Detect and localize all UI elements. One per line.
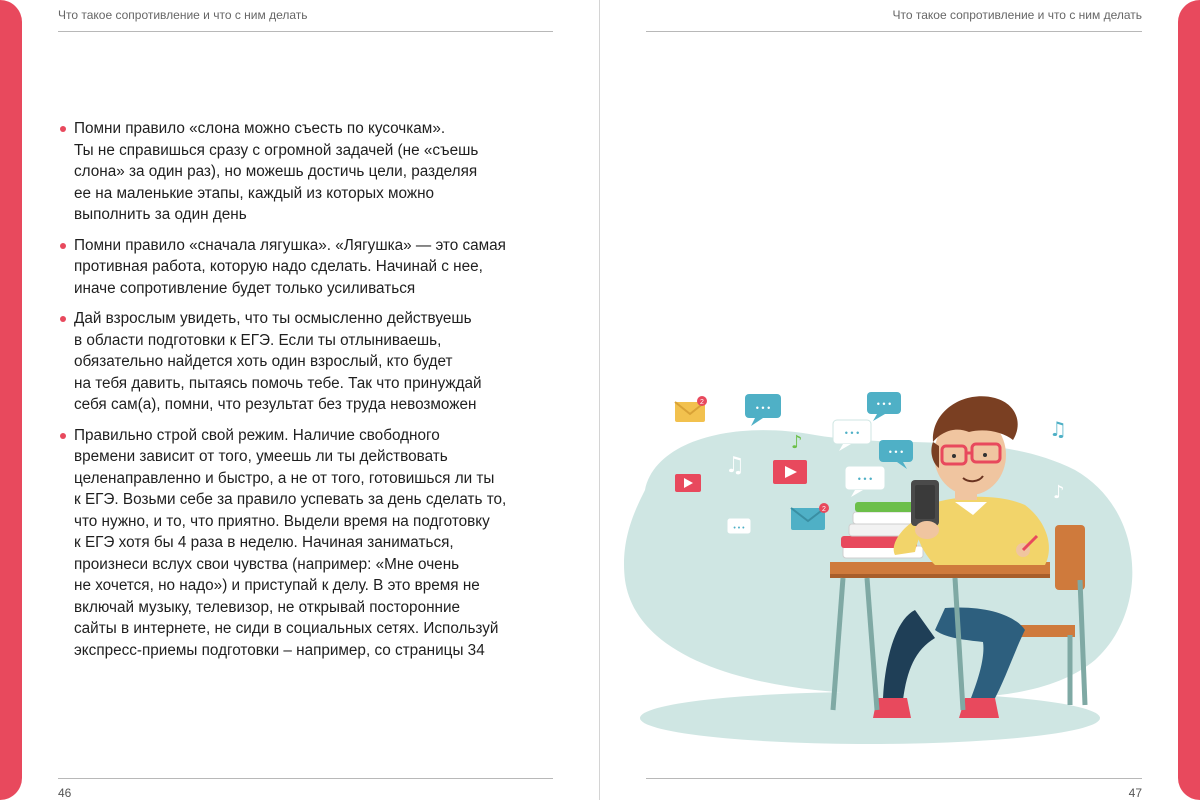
bullet-line: Помни правило «сначала лягушка». «Лягушка» — это самая [74,236,506,254]
bullet-line: к ЕГЭ хотя бы 4 раза в неделю. Начиная заниматься, [74,534,454,551]
bullet-line: противная работа, которую надо сделать. Начинай с нее, [74,258,483,275]
chat-dots: • • • [844,428,860,438]
right-page-tab [1178,0,1200,800]
music-note-icon [791,432,803,453]
bullet-item-4 [60,425,560,662]
chat-bubble-icon [745,394,781,426]
music-note-icon [1053,482,1065,503]
music-note-icon [725,453,745,478]
bullet-line: Помни правило «слона можно съесть по кусочкам». [74,120,446,137]
chat-dots: • • • [755,403,771,413]
bullet-line: на тебя давить, пытаясь помочь тебе. Так что принуждай [74,374,482,392]
bullet-line: Ты не справишься сразу с огромной задачей (не «съешь [74,141,479,159]
bullet-dot [60,316,66,322]
phone-icon [911,480,939,539]
bullet-line: сайты в интернете, не сиди в социальных сетях. Используй [74,620,499,637]
left-running-header: Что такое сопротивление и что с ним делать [58,8,308,22]
left-header-rule [58,31,553,32]
chat-dots: • • • [888,447,904,457]
chat-dots: • • • [857,474,873,484]
bullet-line: включай музыку, телевизор, не открывай посторонние [74,598,461,616]
bullet-item-3 [60,308,560,416]
video-icon [773,460,807,484]
chat-dots: • • • [876,399,892,409]
bullet-line: экспресс-приемы подготовки – например, со страницы 34 [74,641,485,659]
bullet-line: времени зависит от того, умеешь ли ты действовать [74,448,448,465]
bullet-line: иначе сопротивление будет только усиливаться [74,279,416,297]
video-icon [675,474,701,492]
bullet-line: к ЕГЭ. Возьми себе за правило успевать за день сделать то, [74,491,507,508]
bullet-dot [60,433,66,439]
student-illustration [615,380,1140,750]
svg-text:♪: ♪ [1053,482,1065,503]
floor-shadow [640,692,1100,744]
bullet-line: не хочется, но надо») и приступай к делу. В это время не [74,577,480,594]
bullet-line: произнеси вслух свои чувства (например: «Мне очень [74,555,460,573]
bullet-line: что нужно, и то, что приятно. Выдели время на подготовку [74,512,490,530]
bullet-line: Дай взрослым увидеть, что ты осмысленно действуешь [74,310,472,327]
bullet-line: слона» за один раз), но можешь достичь цели, разделяя [74,163,478,180]
bullet-line: в области подготовки к ЕГЭ. Если ты отлыниваешь, [74,331,442,349]
chat-bubble-icon [867,392,901,421]
left-page-tab [0,0,22,800]
chat-dots: • • • [733,525,745,532]
music-note-icon [1049,417,1067,441]
page-number-right: 47 [1128,786,1142,800]
envelope-icon [675,396,707,422]
bullet-line: ее на маленькие этапы, каждый из которых можно [74,184,435,202]
page-number-left: 46 [58,786,72,800]
bullet-dot [60,126,66,132]
book-spine [599,0,600,800]
right-footer-rule [646,778,1142,779]
bullet-item-2 [60,235,560,300]
left-footer-rule [58,778,553,779]
svg-text:♫: ♫ [1049,417,1067,441]
badge-count: 2 [822,506,826,513]
bullet-line: Правильно строй свой режим. Наличие свободного [74,426,440,444]
bullet-dot [60,243,66,249]
bullet-line: выполнить за один день [74,206,247,223]
right-header-rule [646,31,1142,32]
bullet-item-1 [60,118,560,226]
right-running-header: Что такое сопротивление и что с ним делать [892,8,1142,22]
svg-text:♫: ♫ [725,453,745,478]
bullet-line: себя сам(а), помни, что результат без труда невозможен [74,396,477,413]
bullet-line: обязательно найдется хоть один взрослый, кто будет [74,353,453,370]
badge-count: 2 [700,399,704,406]
svg-text:♪: ♪ [791,432,803,453]
chat-bubble-icon [727,518,751,534]
bullet-line: целенаправленно и быстро, а не от того, готовишься ли ты [74,469,495,487]
bullet-list [60,118,560,670]
